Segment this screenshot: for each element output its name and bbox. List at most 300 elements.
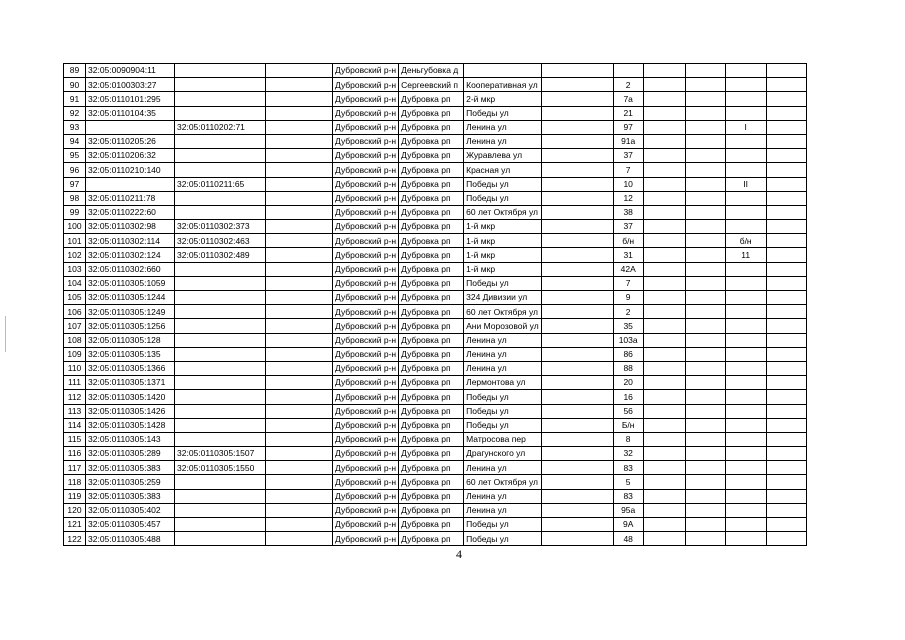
locality: Дубровка рп [399, 291, 464, 305]
district: Дубровский р-н [333, 376, 399, 390]
empty-cell [541, 78, 613, 92]
empty-cell [541, 489, 613, 503]
house-number: 83 [613, 489, 643, 503]
table-row [64, 489, 807, 503]
empty-cell [643, 64, 685, 78]
house-number: 9А [613, 518, 643, 532]
empty-cell [766, 361, 806, 375]
building-number [725, 291, 766, 305]
building-number [725, 305, 766, 319]
building-number [725, 418, 766, 432]
building-number [725, 205, 766, 219]
street: 1-й мкр [464, 248, 542, 262]
district: Дубровский р-н [333, 390, 399, 404]
house-number: 88 [613, 361, 643, 375]
building-number [725, 64, 766, 78]
empty-cell [685, 347, 725, 361]
empty-cell [643, 262, 685, 276]
table-row [64, 78, 807, 92]
locality: Дубровка рп [399, 532, 464, 546]
row-number: 108 [64, 333, 86, 347]
row-number: 89 [64, 64, 86, 78]
street: 60 лет Октября ул [464, 205, 542, 219]
empty-cell [266, 361, 333, 375]
empty-cell [685, 78, 725, 92]
table-row [64, 248, 807, 262]
building-number: 11 [725, 248, 766, 262]
row-number: 105 [64, 291, 86, 305]
house-number: 38 [613, 205, 643, 219]
empty-cell [266, 404, 333, 418]
street: Ани Морозовой ул [464, 319, 542, 333]
cadastral-number: 32:05:0110104:35 [86, 106, 175, 120]
empty-cell [685, 503, 725, 517]
table-row [64, 461, 807, 475]
empty-cell [766, 92, 806, 106]
empty-cell [266, 319, 333, 333]
empty-cell [685, 390, 725, 404]
locality: Дубровка рп [399, 319, 464, 333]
related-cadastral-number: 32:05:0110305:1507 [175, 447, 266, 461]
row-number: 113 [64, 404, 86, 418]
district: Дубровский р-н [333, 106, 399, 120]
empty-cell [685, 333, 725, 347]
empty-cell [766, 532, 806, 546]
empty-cell [266, 134, 333, 148]
related-cadastral-number [175, 532, 266, 546]
locality: Дубровка рп [399, 149, 464, 163]
building-number [725, 134, 766, 148]
cadastral-number: 32:05:0110305:457 [86, 518, 175, 532]
empty-cell [766, 489, 806, 503]
cadastral-number: 32:05:0110305:143 [86, 432, 175, 446]
table-row [64, 404, 807, 418]
district: Дубровский р-н [333, 475, 399, 489]
cadastral-number [86, 177, 175, 191]
row-number: 98 [64, 191, 86, 205]
cadastral-number: 32:05:0110205:26 [86, 134, 175, 148]
locality: Дубровка рп [399, 475, 464, 489]
related-cadastral-number [175, 276, 266, 290]
house-number: 12 [613, 191, 643, 205]
street: Победы ул [464, 518, 542, 532]
related-cadastral-number [175, 262, 266, 276]
locality: Дубровка рп [399, 447, 464, 461]
street: Лермонтова ул [464, 376, 542, 390]
house-number: 97 [613, 120, 643, 134]
table-row [64, 305, 807, 319]
page-number: 4 [456, 547, 462, 561]
empty-cell [766, 234, 806, 248]
empty-cell [766, 333, 806, 347]
empty-cell [541, 447, 613, 461]
row-number: 116 [64, 447, 86, 461]
house-number: 35 [613, 319, 643, 333]
row-number: 91 [64, 92, 86, 106]
empty-cell [266, 333, 333, 347]
row-number: 102 [64, 248, 86, 262]
empty-cell [766, 432, 806, 446]
empty-cell [266, 447, 333, 461]
empty-cell [541, 347, 613, 361]
building-number: I [725, 120, 766, 134]
house-number: 83 [613, 461, 643, 475]
street: Ленина ул [464, 134, 542, 148]
empty-cell [766, 149, 806, 163]
empty-cell [266, 305, 333, 319]
row-number: 100 [64, 220, 86, 234]
empty-cell [541, 390, 613, 404]
empty-cell [541, 220, 613, 234]
empty-cell [266, 205, 333, 219]
empty-cell [541, 120, 613, 134]
street: Ленина ул [464, 461, 542, 475]
cadastral-number: 32:05:0110305:383 [86, 489, 175, 503]
locality: Дубровка рп [399, 191, 464, 205]
empty-cell [766, 106, 806, 120]
street: Журавлева ул [464, 149, 542, 163]
related-cadastral-number [175, 347, 266, 361]
locality: Дубровка рп [399, 361, 464, 375]
empty-cell [541, 234, 613, 248]
house-number: 10 [613, 177, 643, 191]
row-number: 111 [64, 376, 86, 390]
street: Победы ул [464, 390, 542, 404]
building-number [725, 390, 766, 404]
street: Победы ул [464, 276, 542, 290]
empty-cell [643, 319, 685, 333]
cadastral-number: 32:05:0100303:27 [86, 78, 175, 92]
empty-cell [266, 191, 333, 205]
locality: Дубровка рп [399, 503, 464, 517]
table-row [64, 149, 807, 163]
locality: Дубровка рп [399, 248, 464, 262]
empty-cell [685, 489, 725, 503]
locality: Дубровка рп [399, 347, 464, 361]
building-number [725, 319, 766, 333]
row-number: 110 [64, 361, 86, 375]
street: Ленина ул [464, 347, 542, 361]
cadastral-number: 32:05:0110210:140 [86, 163, 175, 177]
street: Победы ул [464, 106, 542, 120]
empty-cell [541, 305, 613, 319]
empty-cell [685, 134, 725, 148]
related-cadastral-number: 32:05:0110302:489 [175, 248, 266, 262]
empty-cell [541, 106, 613, 120]
empty-cell [541, 418, 613, 432]
district: Дубровский р-н [333, 262, 399, 276]
street: Ленина ул [464, 361, 542, 375]
locality: Дубровка рп [399, 106, 464, 120]
empty-cell [266, 149, 333, 163]
empty-cell [643, 163, 685, 177]
house-number: 31 [613, 248, 643, 262]
empty-cell [266, 532, 333, 546]
empty-cell [685, 106, 725, 120]
empty-cell [685, 120, 725, 134]
related-cadastral-number [175, 305, 266, 319]
empty-cell [541, 177, 613, 191]
house-number: 42А [613, 262, 643, 276]
empty-cell [685, 532, 725, 546]
house-number: 91а [613, 134, 643, 148]
empty-cell [685, 262, 725, 276]
empty-cell [266, 106, 333, 120]
empty-cell [541, 333, 613, 347]
empty-cell [685, 291, 725, 305]
empty-cell [541, 475, 613, 489]
empty-cell [643, 205, 685, 219]
house-number: 48 [613, 532, 643, 546]
empty-cell [643, 432, 685, 446]
street: Красная ул [464, 163, 542, 177]
empty-cell [541, 92, 613, 106]
empty-cell [685, 404, 725, 418]
table-row [64, 92, 807, 106]
related-cadastral-number: 32:05:0110305:1550 [175, 461, 266, 475]
row-number: 97 [64, 177, 86, 191]
empty-cell [266, 418, 333, 432]
empty-cell [266, 291, 333, 305]
empty-cell [685, 191, 725, 205]
district: Дубровский р-н [333, 532, 399, 546]
empty-cell [541, 518, 613, 532]
empty-cell [643, 418, 685, 432]
street: Драгунского ул [464, 447, 542, 461]
cadastral-number: 32:05:0110305:128 [86, 333, 175, 347]
table-row [64, 120, 807, 134]
table-row [64, 447, 807, 461]
empty-cell [541, 149, 613, 163]
building-number [725, 376, 766, 390]
street: Победы ул [464, 177, 542, 191]
related-cadastral-number [175, 78, 266, 92]
empty-cell [766, 475, 806, 489]
locality: Дубровка рп [399, 461, 464, 475]
row-number: 115 [64, 432, 86, 446]
table-row [64, 518, 807, 532]
district: Дубровский р-н [333, 64, 399, 78]
row-number: 109 [64, 347, 86, 361]
cadastral-number: 32:05:0110302:114 [86, 234, 175, 248]
district: Дубровский р-н [333, 447, 399, 461]
table-body [64, 64, 807, 546]
street: Ленина ул [464, 120, 542, 134]
table-row [64, 276, 807, 290]
empty-cell [766, 461, 806, 475]
table-row [64, 262, 807, 276]
empty-cell [541, 319, 613, 333]
empty-cell [266, 92, 333, 106]
district: Дубровский р-н [333, 333, 399, 347]
empty-cell [643, 461, 685, 475]
related-cadastral-number [175, 376, 266, 390]
building-number [725, 191, 766, 205]
building-number: II [725, 177, 766, 191]
related-cadastral-number [175, 361, 266, 375]
district: Дубровский р-н [333, 205, 399, 219]
building-number [725, 489, 766, 503]
cadastral-number: 32:05:0110305:1059 [86, 276, 175, 290]
locality: Дубровка рп [399, 120, 464, 134]
row-number: 114 [64, 418, 86, 432]
empty-cell [766, 163, 806, 177]
empty-cell [766, 191, 806, 205]
district: Дубровский р-н [333, 347, 399, 361]
cadastral-number: 32:05:0110302:98 [86, 220, 175, 234]
empty-cell [643, 404, 685, 418]
district: Дубровский р-н [333, 361, 399, 375]
table-row [64, 347, 807, 361]
empty-cell [541, 291, 613, 305]
cadastral-number: 32:05:0110305:1256 [86, 319, 175, 333]
empty-cell [266, 276, 333, 290]
row-number: 104 [64, 276, 86, 290]
empty-cell [266, 248, 333, 262]
building-number [725, 149, 766, 163]
table-row [64, 106, 807, 120]
street: 1-й мкр [464, 262, 542, 276]
empty-cell [541, 248, 613, 262]
empty-cell [766, 319, 806, 333]
locality: Дубровка рп [399, 390, 464, 404]
empty-cell [266, 461, 333, 475]
empty-cell [643, 333, 685, 347]
related-cadastral-number [175, 149, 266, 163]
empty-cell [266, 390, 333, 404]
row-number: 117 [64, 461, 86, 475]
empty-cell [685, 475, 725, 489]
locality: Дубровка рп [399, 489, 464, 503]
empty-cell [766, 248, 806, 262]
street: Кооперативная ул [464, 78, 542, 92]
table-row [64, 191, 807, 205]
empty-cell [685, 418, 725, 432]
house-number: 8 [613, 432, 643, 446]
table-row [64, 64, 807, 78]
cadastral-number: 32:05:0110305:1366 [86, 361, 175, 375]
empty-cell [643, 376, 685, 390]
cadastral-number: 32:05:0110305:402 [86, 503, 175, 517]
table-row [64, 503, 807, 517]
table-row [64, 418, 807, 432]
empty-cell [266, 220, 333, 234]
district: Дубровский р-н [333, 234, 399, 248]
locality: Дубровка рп [399, 276, 464, 290]
empty-cell [643, 518, 685, 532]
district: Дубровский р-н [333, 489, 399, 503]
empty-cell [643, 361, 685, 375]
building-number [725, 78, 766, 92]
empty-cell [643, 234, 685, 248]
related-cadastral-number [175, 333, 266, 347]
locality: Дубровка рп [399, 177, 464, 191]
empty-cell [685, 92, 725, 106]
empty-cell [766, 404, 806, 418]
street: Победы ул [464, 191, 542, 205]
table-row [64, 291, 807, 305]
row-number: 93 [64, 120, 86, 134]
related-cadastral-number [175, 475, 266, 489]
empty-cell [766, 64, 806, 78]
house-number: 5 [613, 475, 643, 489]
scan-edge-mark [5, 316, 6, 352]
empty-cell [685, 376, 725, 390]
empty-cell [266, 262, 333, 276]
cadastral-number: 32:05:0110305:1420 [86, 390, 175, 404]
building-number [725, 262, 766, 276]
building-number: б/н [725, 234, 766, 248]
cadastral-number: 32:05:0110101:295 [86, 92, 175, 106]
empty-cell [766, 418, 806, 432]
row-number: 106 [64, 305, 86, 319]
related-cadastral-number [175, 64, 266, 78]
empty-cell [541, 276, 613, 290]
related-cadastral-number [175, 134, 266, 148]
empty-cell [766, 177, 806, 191]
street: Ленина ул [464, 333, 542, 347]
empty-cell [643, 106, 685, 120]
building-number [725, 447, 766, 461]
street: 2-й мкр [464, 92, 542, 106]
building-number [725, 276, 766, 290]
empty-cell [766, 376, 806, 390]
related-cadastral-number [175, 291, 266, 305]
row-number: 103 [64, 262, 86, 276]
empty-cell [643, 305, 685, 319]
empty-cell [685, 149, 725, 163]
row-number: 96 [64, 163, 86, 177]
street: Победы ул [464, 404, 542, 418]
empty-cell [766, 447, 806, 461]
house-number: 86 [613, 347, 643, 361]
house-number: 21 [613, 106, 643, 120]
locality: Сергеевский п [399, 78, 464, 92]
cadastral-number: 32:05:0110305:383 [86, 461, 175, 475]
related-cadastral-number [175, 106, 266, 120]
empty-cell [541, 64, 613, 78]
locality: Дубровка рп [399, 404, 464, 418]
empty-cell [643, 532, 685, 546]
house-number: 56 [613, 404, 643, 418]
registry-table [63, 63, 807, 546]
empty-cell [643, 291, 685, 305]
house-number: 2 [613, 78, 643, 92]
table-row [64, 220, 807, 234]
empty-cell [266, 475, 333, 489]
row-number: 120 [64, 503, 86, 517]
district: Дубровский р-н [333, 149, 399, 163]
locality: Дубровка рп [399, 305, 464, 319]
related-cadastral-number [175, 518, 266, 532]
street: Победы ул [464, 418, 542, 432]
related-cadastral-number [175, 404, 266, 418]
table-row [64, 234, 807, 248]
empty-cell [766, 291, 806, 305]
table-row [64, 163, 807, 177]
cadastral-number: 32:05:0110305:1249 [86, 305, 175, 319]
house-number: б/н [613, 234, 643, 248]
empty-cell [685, 64, 725, 78]
house-number: 7 [613, 276, 643, 290]
district: Дубровский р-н [333, 92, 399, 106]
empty-cell [643, 489, 685, 503]
empty-cell [685, 177, 725, 191]
street: Ленина ул [464, 503, 542, 517]
related-cadastral-number [175, 163, 266, 177]
table-row [64, 475, 807, 489]
table-row [64, 390, 807, 404]
